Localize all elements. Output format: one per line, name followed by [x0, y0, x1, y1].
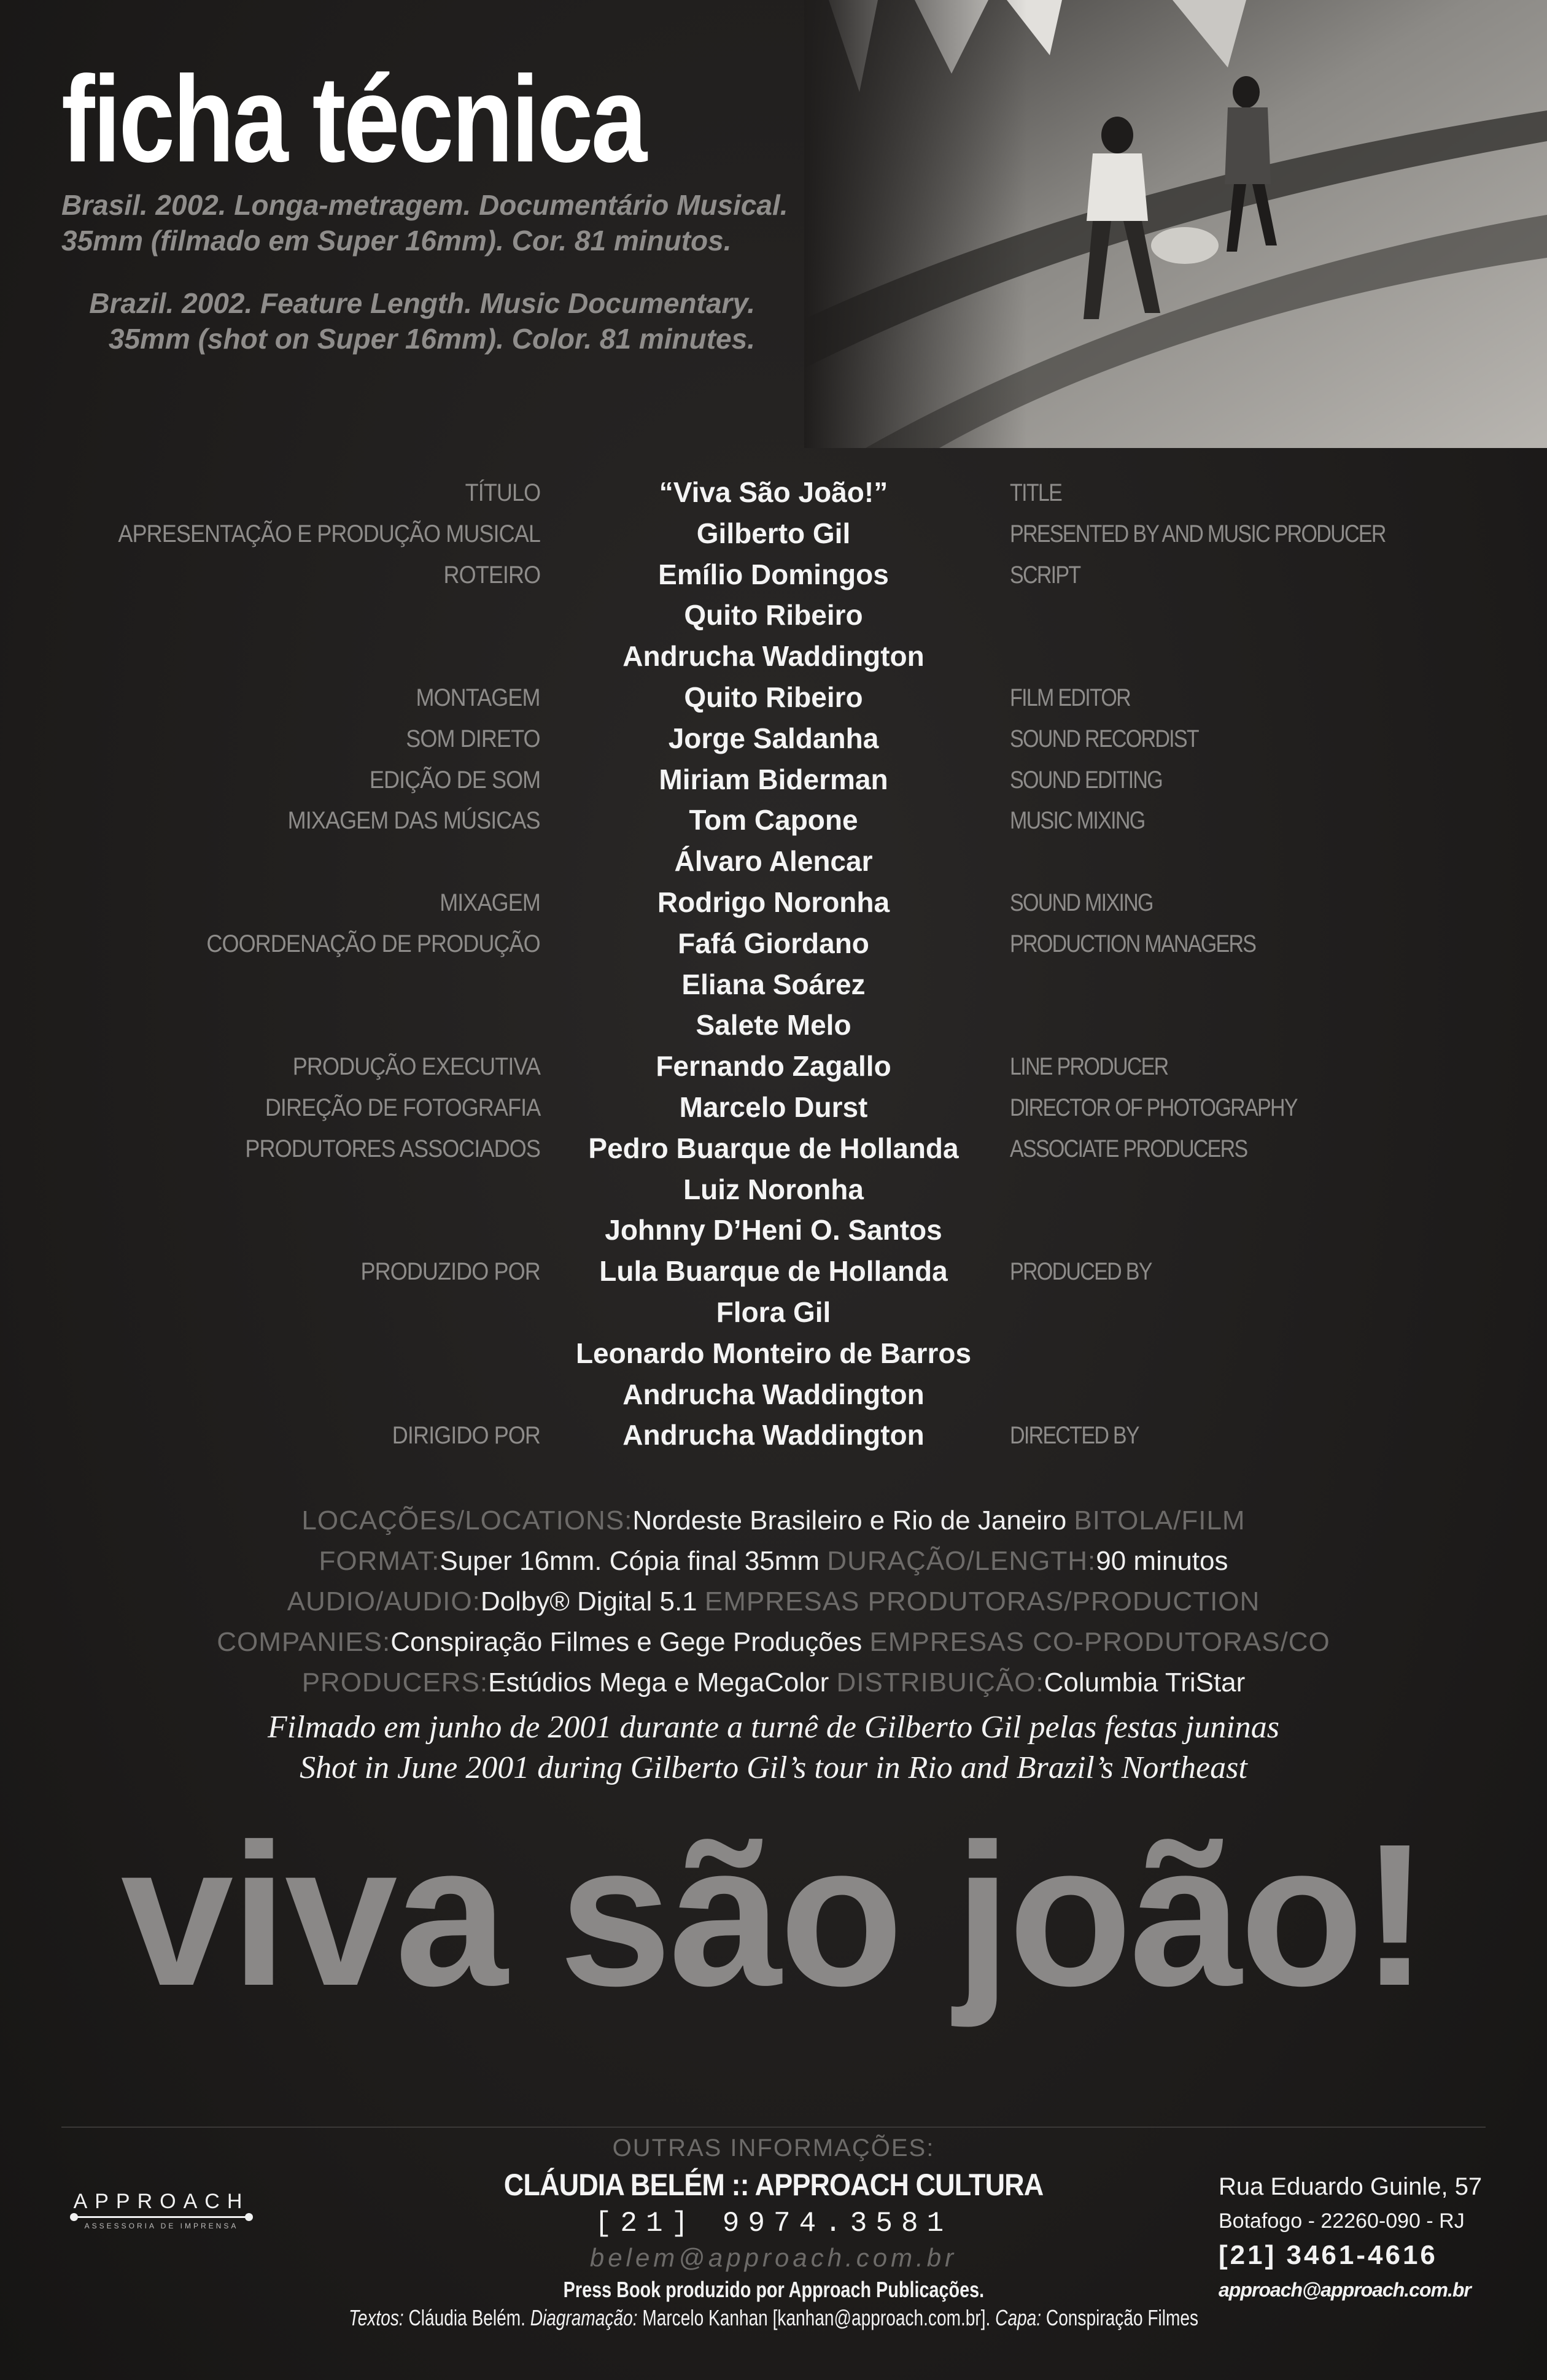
- texts-label: Textos:: [349, 2305, 404, 2330]
- locations-value: Nordeste Brasileiro e Rio de Janeiro: [632, 1505, 1067, 1536]
- credit-row: [0, 558, 1547, 599]
- credit-role-en: ASSOCIATE PRODUCERS: [1010, 1135, 1247, 1162]
- credit-role-pt: APRESENTAÇÃO E PRODUÇÃO MUSICAL: [118, 520, 540, 547]
- credit-role-pt: ROTEIRO: [443, 561, 540, 589]
- address-block: [1219, 2169, 1489, 2307]
- credit-role-en: PRODUCED BY: [1010, 1258, 1152, 1286]
- credit-row: [0, 722, 1547, 763]
- format-value: Super 16mm. Cópia final 35mm: [440, 1546, 820, 1576]
- audio-label: AUDIO/AUDIO:: [287, 1586, 481, 1617]
- footer-divider: [61, 2127, 1486, 2128]
- credit-name: Álvaro Alencar: [674, 845, 873, 878]
- credit-role-pt: DIRIGIDO POR: [392, 1422, 540, 1450]
- logo-tagline: ASSESSORIA DE IMPRENSA: [84, 2222, 239, 2230]
- duration-value: 90 minutos: [1096, 1546, 1228, 1576]
- credit-name: Andrucha Waddington: [622, 1378, 925, 1410]
- credit-name: Rodrigo Noronha: [657, 886, 890, 918]
- contact-email[interactable]: belem@approach.com.br: [589, 2243, 958, 2272]
- contact-block: [467, 2135, 1080, 2273]
- credit-role-en: SOUND RECORDIST: [1010, 725, 1198, 752]
- address-email[interactable]: approach@approach.com.br: [1219, 2279, 1471, 2301]
- layout-value: Marcelo Kanhan [kanhan@approach.com.br].: [642, 2305, 991, 2330]
- credit-row: [0, 1213, 1547, 1254]
- credit-row: [0, 844, 1547, 886]
- subtitle-pt-line-2: 35mm (filmado em Super 16mm). Cor. 81 minutos.: [61, 225, 732, 257]
- credit-row: [0, 1296, 1547, 1337]
- address-phone: [21] 3461-4616: [1219, 2240, 1438, 2270]
- credit-name: Luiz Noronha: [683, 1173, 864, 1205]
- credit-name: Lula Buarque de Hollanda: [599, 1255, 948, 1288]
- credit-name: Andrucha Waddington: [622, 1419, 925, 1451]
- credit-row: [0, 517, 1547, 558]
- shooting-note-en: Shot in June 2001 during Gilberto Gil’s tour in Rio and Brazil’s Northeast: [300, 1750, 1247, 1785]
- distribution-value: Columbia TriStar: [1044, 1667, 1246, 1698]
- shooting-note-pt: Filmado em junho de 2001 durante a turnê de Gilberto Gil pelas festas juninas: [268, 1710, 1279, 1745]
- credit-name: Marcelo Durst: [679, 1091, 868, 1123]
- approach-logo: [72, 2190, 250, 2239]
- credit-name: Gilberto Gil: [696, 517, 851, 549]
- credit-row: [0, 1378, 1547, 1419]
- duration-label: DURAÇÃO/LENGTH:: [827, 1546, 1096, 1576]
- credit-role-pt: EDIÇÃO DE SOM: [369, 766, 540, 794]
- credit-row: [0, 598, 1547, 639]
- address-street: Rua Eduardo Guinle, 57: [1219, 2173, 1483, 2200]
- logo-line: [72, 2216, 250, 2218]
- credit-role-en: SOUND EDITING: [1010, 766, 1163, 794]
- logo-word: APPROACH: [73, 2190, 250, 2213]
- credit-name: Tom Capone: [689, 804, 858, 836]
- credit-name: Jorge Saldanha: [668, 722, 879, 754]
- credit-role-en: TITLE: [1010, 479, 1062, 506]
- credit-row: [0, 1008, 1547, 1049]
- credit-role-pt: MONTAGEM: [416, 684, 540, 711]
- subtitle-en-line-1: Brazil. 2002. Feature Length. Music Documentary.: [89, 287, 755, 319]
- credit-role-en: FILM EDITOR: [1010, 684, 1131, 711]
- credit-row: [0, 639, 1547, 681]
- credit-name: Salete Melo: [696, 1009, 851, 1041]
- credit-role-en: SOUND MIXING: [1010, 889, 1153, 916]
- credit-role-en: PRODUCTION MANAGERS: [1010, 930, 1256, 957]
- subtitle-en-line-2: 35mm (shot on Super 16mm). Color. 81 minutes.: [108, 323, 755, 355]
- texts-value: Cláudia Belém.: [408, 2305, 525, 2330]
- contact-phone: [21] 9974.3581: [594, 2208, 953, 2239]
- credit-role-pt: COORDENAÇÃO DE PRODUÇÃO: [206, 930, 540, 957]
- credit-name: Andrucha Waddington: [622, 640, 925, 673]
- press-book-line: Press Book produzido por Approach Publicações.: [563, 2277, 984, 2302]
- credit-role-pt: MIXAGEM: [440, 889, 540, 916]
- credit-row: [0, 1132, 1547, 1173]
- credit-role-en: DIRECTOR OF PHOTOGRAPHY: [1010, 1094, 1297, 1121]
- credit-row: [0, 927, 1547, 968]
- credit-role-pt: PRODUTORES ASSOCIADOS: [245, 1135, 540, 1162]
- credit-row: [0, 886, 1547, 927]
- credit-role-pt: DIREÇÃO DE FOTOGRAFIA: [265, 1094, 540, 1121]
- cover-value: Conspiração Filmes: [1045, 2305, 1198, 2330]
- companies-label: EMPRESAS PRODUTORAS/PRODUCTION COMPANIES:: [217, 1586, 1260, 1657]
- coproducers-label: EMPRESAS CO-PRODUTORAS/CO PRODUCERS:: [301, 1627, 1330, 1698]
- credit-name: Fafá Giordano: [678, 927, 869, 959]
- film-title-large: viva são joão!: [120, 1801, 1427, 2028]
- distribution-label: DISTRIBUIÇÃO:: [836, 1667, 1044, 1698]
- credit-row: [0, 1049, 1547, 1091]
- credit-row: [0, 1173, 1547, 1214]
- credit-role-pt: SOM DIRETO: [406, 725, 540, 752]
- subtitle-portuguese: [61, 187, 788, 258]
- credit-name: Eliana Soárez: [681, 968, 866, 1000]
- credit-role-pt: TÍTULO: [465, 479, 540, 506]
- credit-row: [0, 1254, 1547, 1296]
- credit-row: [0, 681, 1547, 722]
- subtitle-pt-line-1: Brasil. 2002. Longa-metragem. Documentário Musical.: [61, 189, 788, 221]
- children-playing-photo: [804, 0, 1547, 448]
- credit-row: [0, 968, 1547, 1009]
- layout-label: Diagramação:: [530, 2305, 638, 2330]
- credit-name: Fernando Zagallo: [656, 1050, 891, 1083]
- credit-row: [0, 803, 1547, 844]
- credit-name: Miriam Biderman: [659, 763, 888, 795]
- credit-role-en: LINE PRODUCER: [1010, 1053, 1168, 1081]
- technical-info: [203, 1501, 1344, 1703]
- page-title: ficha técnica: [61, 51, 645, 188]
- credit-role-pt: PRODUZIDO POR: [360, 1258, 540, 1286]
- credit-role-en: SCRIPT: [1010, 561, 1080, 589]
- credits-list: [0, 476, 1547, 1459]
- credit-name: Johnny D’Heni O. Santos: [605, 1214, 942, 1246]
- credit-row: [0, 1418, 1547, 1459]
- address-district: Botafogo - 22260-090 - RJ: [1219, 2209, 1465, 2233]
- credit-name: Emílio Domingos: [658, 558, 889, 590]
- credit-role-en: PRESENTED BY AND MUSIC PRODUCER: [1010, 520, 1386, 547]
- companies-value: Conspiração Filmes e Gege Produções: [390, 1627, 863, 1657]
- credit-role-en: DIRECTED BY: [1010, 1422, 1139, 1450]
- credit-name: Pedro Buarque de Hollanda: [588, 1132, 959, 1164]
- press-credits: [221, 2276, 1326, 2332]
- header-photo: [804, 0, 1547, 448]
- credit-role-pt: MIXAGEM DAS MÚSICAS: [288, 807, 540, 835]
- credit-row: [0, 1337, 1547, 1378]
- contact-name: CLÁUDIA BELÉM :: APPROACH CULTURA: [503, 2168, 1044, 2202]
- credit-name: Flora Gil: [716, 1296, 831, 1328]
- credit-name: “Viva São João!”: [659, 476, 888, 508]
- format-label: BITOLA/FILM FORMAT:: [319, 1505, 1246, 1576]
- credit-row: [0, 763, 1547, 804]
- credit-name: Quito Ribeiro: [684, 681, 863, 713]
- coproducers-value: Estúdios Mega e MegaColor: [488, 1667, 829, 1698]
- more-info-heading: OUTRAS INFORMAÇÕES:: [612, 2135, 935, 2162]
- locations-label: LOCAÇÕES/LOCATIONS:: [301, 1505, 633, 1536]
- credit-role-pt: PRODUÇÃO EXECUTIVA: [292, 1053, 540, 1081]
- shooting-note: [160, 1707, 1387, 1788]
- credit-role-en: MUSIC MIXING: [1010, 807, 1145, 835]
- credit-row: [0, 1091, 1547, 1132]
- credit-row: [0, 476, 1547, 517]
- credit-name: Leonardo Monteiro de Barros: [575, 1337, 972, 1369]
- credit-name: Quito Ribeiro: [684, 599, 863, 632]
- audio-value: Dolby® Digital 5.1: [480, 1586, 697, 1617]
- subtitle-english: [89, 285, 755, 357]
- cover-label: Capa:: [995, 2305, 1041, 2330]
- press-credits-line: [349, 2304, 1198, 2332]
